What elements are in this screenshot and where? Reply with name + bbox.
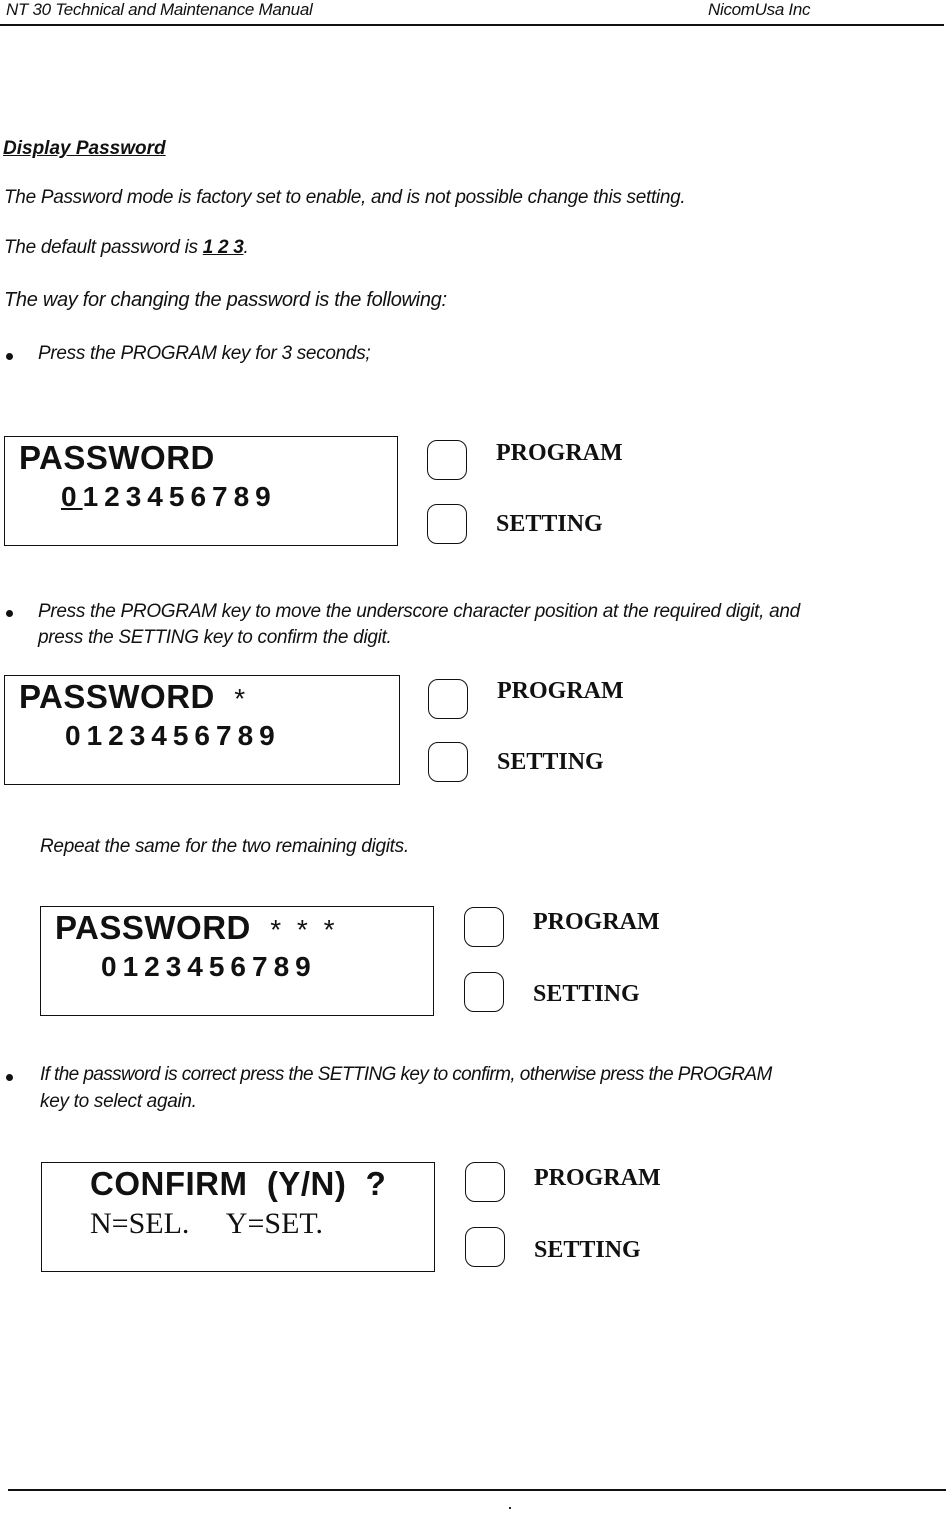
lcd-display-password-one-digit <box>4 675 400 785</box>
program-key[interactable] <box>465 1162 505 1202</box>
bullet-dot <box>6 353 13 360</box>
setting-key-label: SETTING <box>533 981 640 1007</box>
paragraph-repeat: Repeat the same for the two remaining digits. <box>40 836 409 857</box>
paragraph-password-mode: The Password mode is factory set to enable, and is not possible change this setting. <box>4 187 686 208</box>
lcd-line2 <box>61 481 277 513</box>
bullet-move-underscore-cont: press the SETTING key to confirm the digit. <box>38 627 392 648</box>
program-key-label: PROGRAM <box>497 678 624 704</box>
lcd-line2: N=SEL. Y=SET. <box>90 1207 323 1240</box>
setting-key[interactable] <box>465 1227 505 1267</box>
lcd-line1: CONFIRM (Y/N) ? <box>90 1165 387 1202</box>
bullet-press-program: Press the PROGRAM key for 3 seconds; <box>38 343 371 364</box>
program-key[interactable] <box>428 679 468 719</box>
default-password-value: 1 2 3 <box>202 237 244 258</box>
bullet-confirm-password: If the password is correct press the SETTING key to confirm, otherwise press the PROGRAM <box>40 1064 772 1085</box>
bullet-move-underscore: Press the PROGRAM key to move the underscore character position at the required digit, and <box>38 601 800 622</box>
lcd-display-confirm <box>41 1162 435 1272</box>
setting-key[interactable] <box>428 742 468 782</box>
program-key-label: PROGRAM <box>534 1165 661 1191</box>
lcd-selected-digit: 0 <box>61 481 83 512</box>
default-password-suffix: . <box>243 237 249 258</box>
lcd-display-password-three-digits <box>40 906 434 1016</box>
setting-key[interactable] <box>427 504 467 544</box>
header-manual-title: NT 30 Technical and Maintenance Manual <box>6 0 313 19</box>
program-key-label: PROGRAM <box>533 909 660 935</box>
lcd-line1: PASSWORD <box>19 439 215 476</box>
program-key-label: PROGRAM <box>496 440 623 466</box>
lcd-other-digits: 123456789 <box>82 481 277 512</box>
header-company: NicomUsa Inc <box>708 0 811 19</box>
setting-key-label: SETTING <box>497 749 604 775</box>
setting-key-label: SETTING <box>496 511 603 537</box>
bullet-confirm-password-cont: key to select again. <box>40 1091 197 1112</box>
program-key[interactable] <box>427 440 467 480</box>
setting-key[interactable] <box>464 972 504 1012</box>
footer-mark <box>509 1507 511 1509</box>
lcd-line2: 0123456789 <box>65 720 281 751</box>
lcd-title: PASSWORD <box>19 678 215 715</box>
section-title: Display Password <box>3 138 166 159</box>
lcd-display-password-initial <box>4 436 398 546</box>
lcd-entered-stars: * <box>234 683 250 714</box>
paragraph-default-password <box>4 237 249 259</box>
program-key[interactable] <box>464 907 504 947</box>
lcd-line2: 0123456789 <box>101 951 317 982</box>
setting-key-label: SETTING <box>534 1237 641 1263</box>
footer-rule <box>8 1489 946 1491</box>
lcd-title: PASSWORD <box>55 909 251 946</box>
header-rule <box>0 24 944 26</box>
lcd-entered-stars: * * * <box>270 914 339 945</box>
default-password-prefix: The default password is <box>4 237 203 258</box>
lcd-line1 <box>19 678 249 716</box>
bullet-dot <box>6 610 13 617</box>
lcd-line1 <box>55 909 339 947</box>
paragraph-change-procedure: The way for changing the password is the following: <box>4 289 447 311</box>
bullet-dot <box>6 1074 13 1081</box>
